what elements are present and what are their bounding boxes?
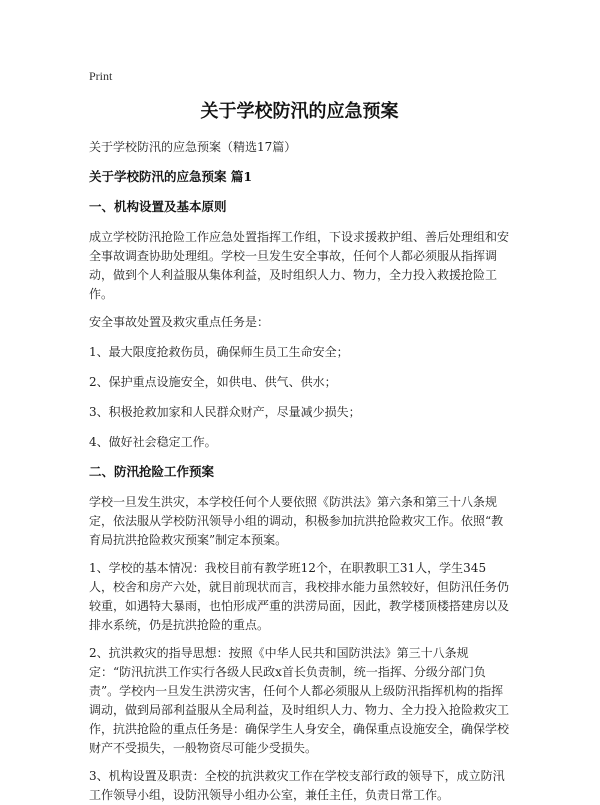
section2-paragraph: 学校一旦发生洪灾，本学校任何个人要依照《防洪法》第六条和第三十八条规定，依法服从学校防汛领导小组的调动，积极参加抗洪抢险救灾工作。依照“教育局抗洪抢险救灾预案”制定本预案。 bbox=[89, 495, 504, 547]
section1-paragraph: 成立学校防汛抢险工作应急处置指挥工作组，下设求援救护组、善后处理组和安全事故调查协助处理组。学校一旦发生安全事故，任何个人都必须服从指挥调动，做到个人利益服从集体利益，及时组织人力、物力，全力投入救援抢险工作。 bbox=[89, 230, 510, 301]
section2-item-1: 1、学校的基本情况：我校目前有教学班12个，在职教职工31人，学生345人，校舍和房产六处，就目前现状而言，我校排水能力虽然较好，但防汛任务仍较重，如遇特大暴雨，也怕形成严重的洪涝局面，因此，教学楼顶楼搭建房以及排水系统，仍是抗洪抢险的重点。 bbox=[89, 561, 510, 632]
part-heading: 关于学校防汛的应急预案 篇1 bbox=[89, 169, 253, 184]
section2-item-2: 2、抗洪救灾的指导思想：按照《中华人民共和国防洪法》第三十八条规定：“防汛抗洪工作实行各级人民政x首长负责制，统一指挥、分级分部门负责”。学校内一旦发生洪涝灾害，任何个人都必须服从上级防汛指挥机构的指挥调动，做到局部利益服从全局利益，及时组织人力、物力、全力投入抢险救灾工作，抗洪抢险的重点任务是：确保学生人身安全，确保重点设施安全，确保学校财产不受损失，一般物资尽可能少受损失。 bbox=[89, 646, 510, 755]
section2-item-3: 3、机构设置及职责：全校的抗洪救灾工作在学校支部行政的领导下，成立防汛工作领导小组，设防汛领导小组办公室，兼任主任，负责日常工作。 bbox=[89, 769, 505, 802]
task-item-2: 2、保护重点设施安全，如供电、供气、供水； bbox=[89, 375, 337, 389]
task-item-1: 1、最大限度抢救伤员，确保师生员工生命安全； bbox=[89, 345, 349, 359]
document-subtitle: 关于学校防汛的应急预案（精选17篇） bbox=[89, 140, 297, 154]
print-label: Print bbox=[89, 69, 113, 83]
section2-heading: 二、防汛抢险工作预案 bbox=[89, 464, 215, 479]
page-title: 关于学校防汛的应急预案 bbox=[200, 101, 399, 122]
task-item-3: 3、积极抢救加家和人民群众财产，尽量减少损失； bbox=[89, 405, 361, 419]
task-item-4: 4、做好社会稳定工作。 bbox=[89, 435, 217, 449]
section1-heading: 一、机构设置及基本原则 bbox=[89, 199, 227, 214]
tasks-intro: 安全事故处置及救灾重点任务是： bbox=[89, 315, 270, 329]
